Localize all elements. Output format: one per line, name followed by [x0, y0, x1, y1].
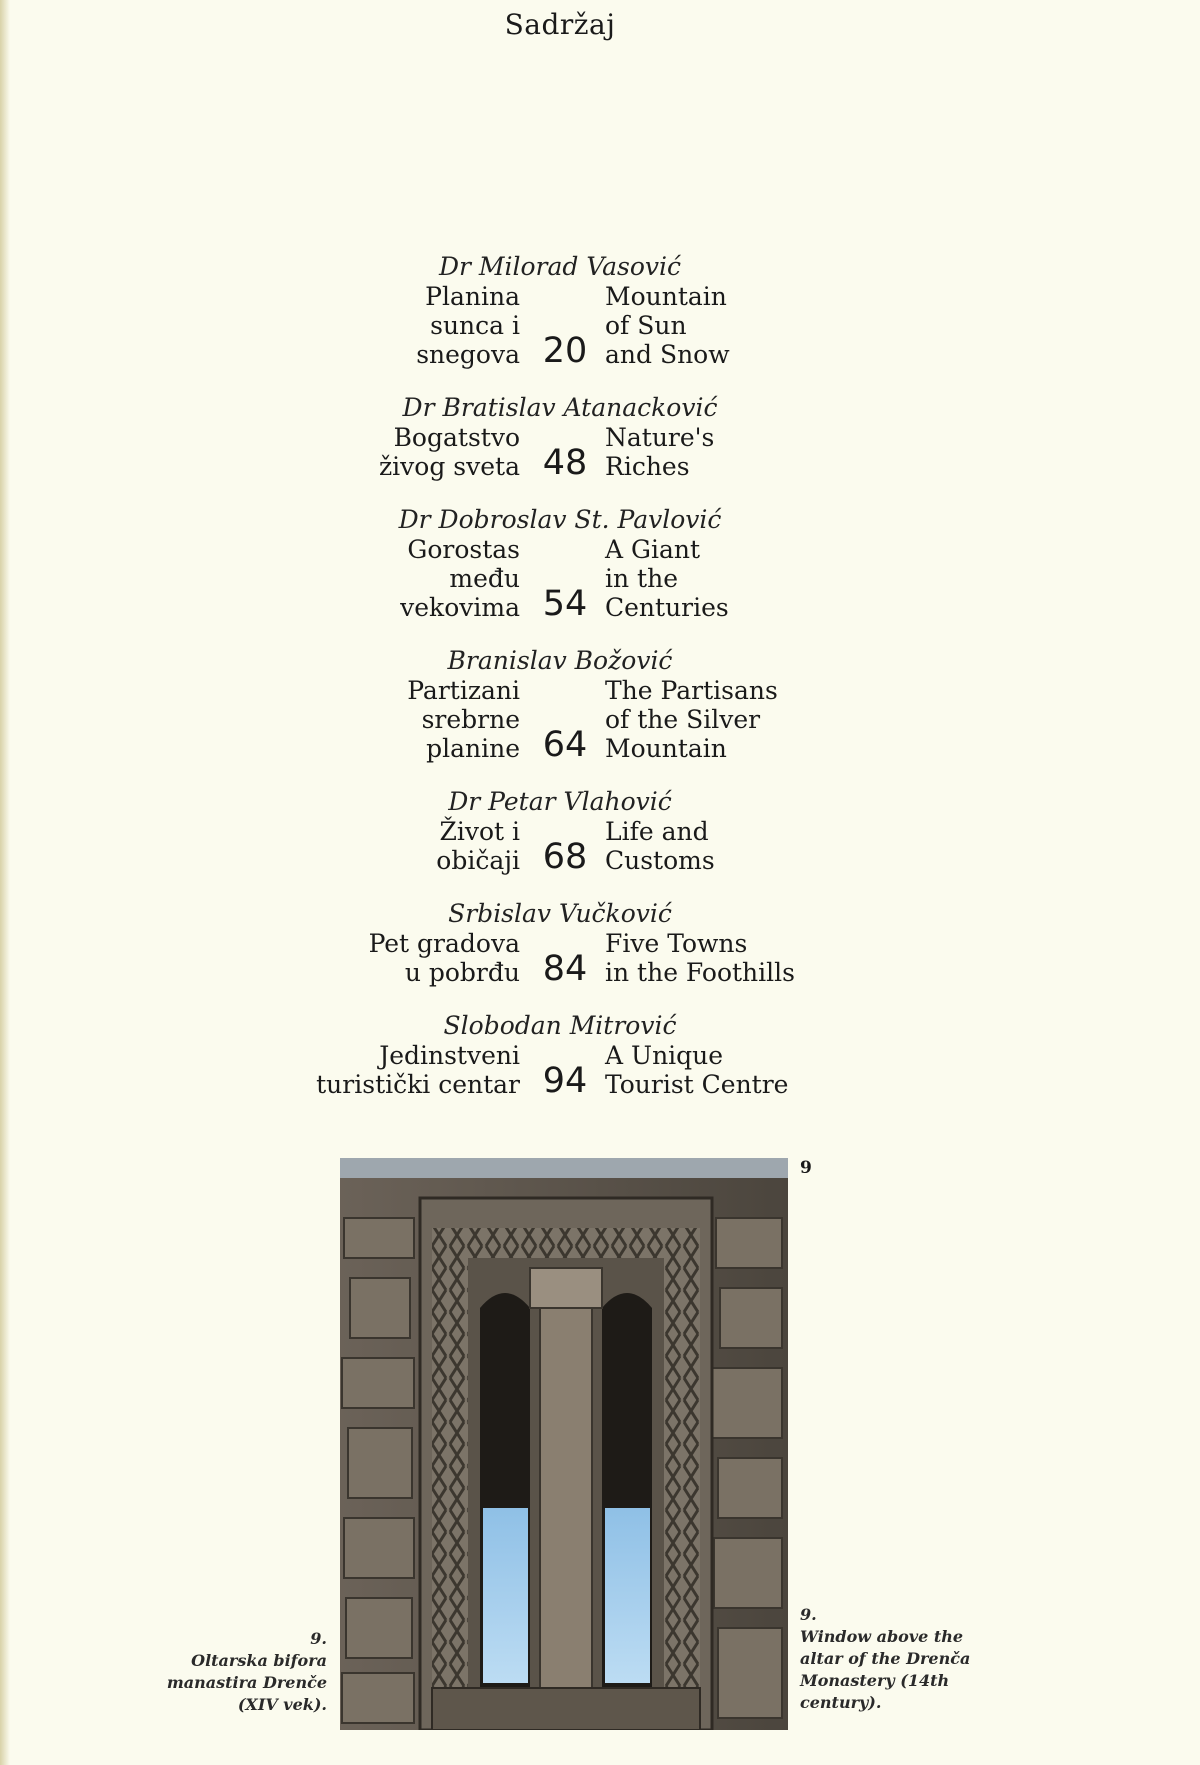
toc-title-english: Five Towns in the Foothills [605, 929, 795, 987]
toc-page-number: 20 [542, 331, 588, 371]
sky-top [340, 1158, 788, 1178]
toc-title-english: Mountain of Sun and Snow [605, 282, 730, 369]
toc-entry [0, 646, 1200, 763]
monastery-window-illustration [340, 1158, 788, 1730]
caption-serbian [127, 1628, 327, 1716]
toc-author: Slobodan Mitrović [443, 1011, 677, 1040]
central-column [540, 1308, 592, 1698]
table-of-contents [0, 252, 1200, 1123]
toc-entry [0, 505, 1200, 622]
toc-page-number: 54 [542, 584, 588, 624]
caption-serbian-text: Oltarska bifora manastira Drenče (XIV vek). [166, 1651, 327, 1714]
toc-title-serbian: Jedinstveni turistički centar [316, 1041, 520, 1099]
toc-title-english: A Giant in the Centuries [605, 535, 729, 622]
toc-author: Branislav Božović [447, 646, 673, 675]
toc-entry [0, 252, 1200, 369]
caption-english-number: 9. [800, 1605, 817, 1624]
toc-title-serbian: Partizani srebrne planine [407, 676, 520, 763]
window-sill [432, 1688, 700, 1730]
caption-english [800, 1604, 1000, 1714]
toc-author: Srbislav Vučković [448, 899, 672, 928]
toc-author: Dr Dobroslav St. Pavlović [398, 505, 722, 534]
toc-title-serbian: Život i običaji [436, 817, 520, 875]
toc-title-serbian: Bogatstvo živog sveta [379, 423, 520, 481]
toc-entry [0, 787, 1200, 875]
right-sky [605, 1508, 650, 1683]
column-capital [530, 1268, 602, 1308]
toc-page-number: 84 [542, 949, 588, 989]
toc-author: Dr Petar Vlahović [448, 787, 672, 816]
toc-title-english: The Partisans of the Silver Mountain [605, 676, 778, 763]
page-title: Sadržaj [504, 8, 616, 41]
toc-author: Dr Milorad Vasović [438, 252, 682, 281]
left-sky [483, 1508, 528, 1683]
toc-author: Dr Bratislav Atanacković [402, 393, 718, 422]
toc-page-number: 48 [542, 443, 588, 483]
toc-page-number: 64 [542, 725, 588, 765]
toc-title-serbian: Pet gradova u pobrđu [368, 929, 520, 987]
toc-title-english: A Unique Tourist Centre [605, 1041, 789, 1099]
toc-title-english: Life and Customs [605, 817, 715, 875]
caption-english-text: Window above the altar of the Drenča Monastery (14th century). [800, 1627, 971, 1712]
toc-page-number: 68 [542, 837, 588, 877]
figure-number: 9 [800, 1158, 812, 1178]
toc-title-serbian: Planina sunca i snegova [416, 282, 520, 369]
toc-title-english: Nature's Riches [605, 423, 715, 481]
caption-serbian-number: 9. [310, 1629, 327, 1648]
toc-entry [0, 393, 1200, 481]
toc-entry [0, 1011, 1200, 1099]
toc-page-number: 94 [542, 1061, 588, 1101]
toc-entry [0, 899, 1200, 987]
toc-title-serbian: Gorostas među vekovima [400, 535, 520, 622]
monastery-window-photo [340, 1158, 788, 1730]
